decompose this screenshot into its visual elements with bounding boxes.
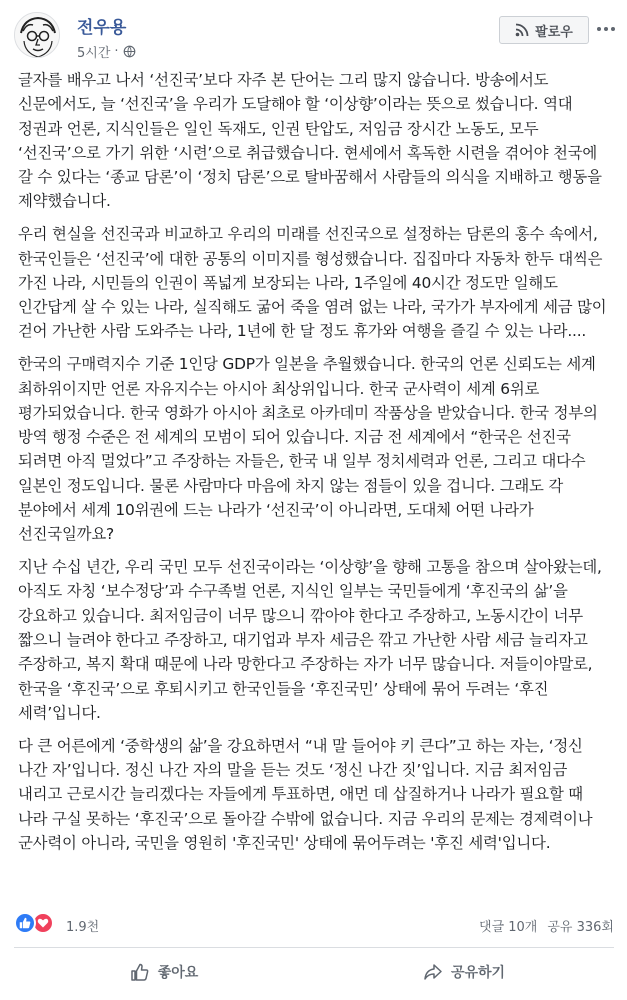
post-paragraph: 글자를 배우고 나서 ‘선진국’보다 자주 본 단어는 그리 많지 않습니다. 방송에서도 신문에서도, 늘 ‘선진국’을 우리가 도달해야 할 ‘이상향’이라는 뜻으로 썼습니다. 역대 정권과 언론, 지식인들은 일인 독재도, 인권 탄압도, 저임금 장시간 노동도, 모두 ‘선진국’으로 가기 위한 ‘시련’으로 취급했습니다. 현세에서 혹독한 시련을 겪어야 천국에 갈 수 있다는 ‘종교 담론’이 ‘정치 담론’으로 탈바꿈해서 사람들의 의식을 지배하고 행동을 제약했습니다. [18,71,602,211]
post-paragraph: 다 큰 어른에게 ‘중학생의 삶’을 강요하면서 “내 말 들어야 키 큰다”고 하는 자는, ‘정신 나간 자’입니다. 정신 나간 자의 말을 듣는 것도 ‘정신 나간 짓’입니다. 지금 최저임금 내리고 근로시간 늘리겠다는 자들에게 투표하면, 애먼 데 삽질하거나 나라가 필요할 때 나라 구실 못하는 ‘후진국’으로 돌아갈 수밖에 없습니다. 지금 우리의 문제는 경제력이나 군사력이 아니라, 국민을 영원히 '후진국민' 상태에 묶어두려는 '후진 세력'입니다. [18,736,593,852]
reaction-icons[interactable] [14,912,54,934]
comment-count[interactable]: 댓글 10개 [479,920,538,935]
rss-icon [515,23,529,37]
author-name[interactable]: 전우용 [77,18,127,38]
reaction-count[interactable]: 1.9천 [66,920,100,935]
like-reaction-icon [14,912,36,934]
follow-button[interactable] [499,16,589,44]
like-label: 좋아요 [157,965,199,981]
follow-label: 팔로우 [535,24,573,40]
avatar[interactable] [14,12,60,58]
thumbs-up-icon [130,962,150,982]
action-bar [14,950,614,994]
like-button[interactable] [14,950,314,994]
globe-icon[interactable] [123,45,136,58]
reactions-bar [14,908,614,938]
post-meta [77,42,136,61]
post-header [0,0,627,70]
post-time[interactable]: 5시간 [77,46,111,61]
share-count[interactable]: 공유 336회 [547,920,614,935]
meta-separator: · [114,44,119,59]
share-button[interactable] [314,950,614,994]
divider [14,947,614,948]
post-stats [479,916,614,935]
share-label: 공유하기 [450,965,506,981]
more-options-icon[interactable] [597,22,615,36]
post-paragraph: 우리 현실을 선진국과 비교하고 우리의 미래를 선진국으로 설정하는 담론의 홍수 속에서, 한국인들은 ‘선진국’에 대한 공통의 이미지를 형성했습니다. 집집마다 자동차 한두 대씩은 가진 나라, 시민들의 인권이 폭넓게 보장되는 나라, 1주일에 40시간 정도만 일해도 인간답게 살 수 있는 나라, 실직해도 굶어 죽을 염려 없는 나라, 국가가 부자에게 세금 많이 걷어 가난한 사람 도와주는 나라, 1년에 한 달 정도 휴가와 여행을 즐길 수 있는 나라.... [18,225,607,341]
share-arrow-icon [423,962,443,982]
post-body [18,68,612,864]
post-paragraph: 한국의 구매력지수 기준 1인당 GDP가 일본을 추월했습니다. 한국의 언론 신뢰도는 세계 최하위이지만 언론 자유지수는 아시아 최상위입니다. 한국 군사력이 세계 6위로 평가되었습니다. 한국 영화가 아시아 최초로 아카데미 작품상을 받았습니다. 한국 정부의 방역 행정 수준은 전 세계의 모범이 되어 있습니다. 지금 전 세계에서 “한국은 선진국 되려면 아직 멀었다”고 주장하는 자들은, 한국 내 일부 정치세력과 언론, 그리고 대다수 일본인 정도입니다. 물론 사람마다 마음에 차지 않는 점들이 있을 겁니다. 그래도 각 분야에서 세계 10위권에 드는 나라가 ‘선진국’이 아니라면, 도대체 어떤 나라가 선진국일까요? [18,355,598,544]
avatar-caricature-icon [15,13,60,58]
post-paragraph: 지난 수십 년간, 우리 국민 모두 선진국이라는 ‘이상향’을 향해 고통을 참으며 살아왔는데, 아직도 자칭 ‘보수정당’과 수구족벌 언론, 지식인 일부는 국민들에게 ‘후진국의 삶’을 강요하고 있습니다. 최저임금이 너무 많으니 깎아야 한다고 주장하고, 노동시간이 너무 짧으니 늘려야 한다고 주장하고, 대기업과 부자 세금은 깎고 가난한 사람 세금 늘리자고 주장하고, 복지 확대 때문에 나라 망한다고 주장하는 자가 너무 많습니다. 저들이야말로, 한국을 ‘후진국’으로 후퇴시키고 한국인들을 ‘후진국민’ 상태에 묶어 두려는 ‘후진 세력’입니다. [18,558,602,722]
